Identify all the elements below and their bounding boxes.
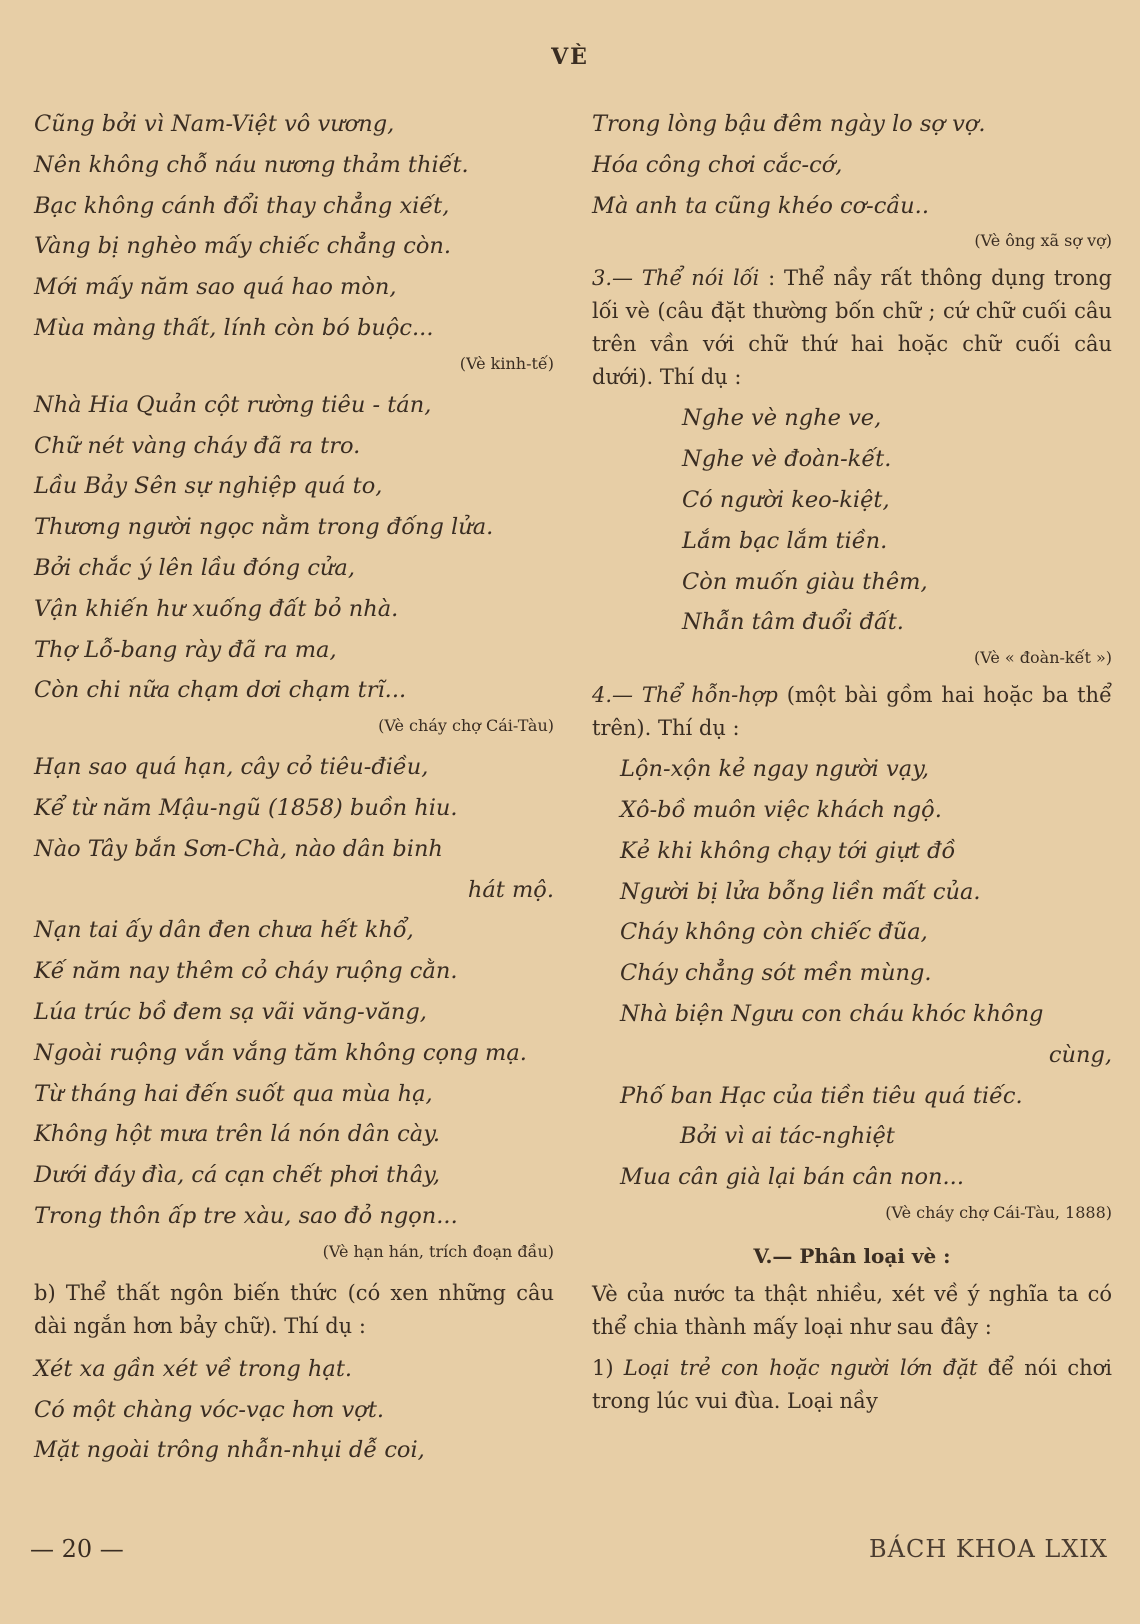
verse-line: Còn muốn giàu thêm, (682, 568, 928, 595)
verse-line: Còn chi nữa chạm dơi chạm trĩ... (34, 677, 407, 704)
verse-line: Ngoài ruộng vắn vắng tăm không cọng mạ. (34, 1039, 527, 1066)
verse-line: Nhà Hia Quản cột rường tiêu - tán, (34, 391, 432, 418)
verse-source: (Vè « đoàn-kết ») (974, 648, 1112, 668)
verse-line: Lầu Bảy Sên sự nghiệp quá to, (34, 473, 383, 500)
verse-line: Trong lòng bậu đêm ngày lo sợ vợ. (592, 111, 986, 137)
verse-source: (Vè ông xã sợ vợ) (974, 231, 1112, 251)
verse-line: Mặt ngoài trông nhẫn-nhụi dễ coi, (34, 1437, 425, 1464)
verse-line: Kế năm nay thêm cỏ cháy ruộng cằn. (34, 958, 458, 985)
verse-block-unity (682, 398, 1112, 643)
verse-line: Người bị lửa bỗng liền mất của. (620, 878, 981, 905)
verse-source: (Vè cháy chợ Cái-Tàu) (378, 716, 554, 736)
verse-line: Nên không chỗ náu nương thảm thiết. (34, 151, 469, 178)
paragraph-title: Thể nói lối (641, 266, 760, 291)
verse-line: Chữ nét vàng cháy đã ra tro. (34, 432, 361, 459)
verse-block-husband (34, 1349, 554, 1471)
verse-block-fire (34, 385, 554, 711)
paragraph-title: Thể hỗn-hợp (641, 683, 778, 708)
verse-line: Nào Tây bắn Sơn-Chà, nào dân binh (34, 835, 443, 862)
left-column (34, 104, 554, 1471)
paragraph-6 (592, 1352, 1112, 1418)
verse-line: Phố ban Hạc của tiền tiêu quá tiếc. (620, 1082, 1023, 1109)
verse-line: Hạn sao quá hạn, cây cỏ tiêu-điều, (34, 754, 429, 781)
page-number: — 20 — (30, 1535, 124, 1563)
verse-block-mixed (620, 749, 1112, 1198)
verse-line: Lúa trúc bồ đem sạ vãi văng-văng, (34, 998, 427, 1025)
verse-line: Mùa màng thất, lính còn bó buộc... (34, 314, 434, 341)
verse-line: Nghe vè nghe ve, (682, 405, 882, 432)
verse-line: Trong thôn ấp tre xàu, sao đỏ ngọn... (34, 1202, 458, 1229)
verse-source: (Vè cháy chợ Cái-Tàu, 1888) (885, 1202, 1112, 1222)
verse-block-drought (34, 747, 554, 1237)
verse-line: Xét xa gần xét về trong hạt. (34, 1355, 353, 1382)
verse-line: Nạn tai ấy dân đen chưa hết khổ, (34, 917, 414, 944)
verse-line: Bởi chắc ý lên lầu đóng cửa, (34, 554, 355, 581)
paragraph-text: : Thể nầy rất thông dụng trong lối vè (câu đặt thường bốn chữ ; cứ chữ cuối câu trên vần với chữ thứ hai hoặc chữ cuối câu dưới). Thí dụ : (592, 266, 1112, 390)
verse-line: Nhà biện Ngưu con cháu khóc không (620, 1000, 1044, 1027)
verse-line: hát mộ. (467, 876, 554, 903)
verse-line: Có người keo-kiệt, (682, 486, 890, 513)
verse-line: Cũng bởi vì Nam-Việt vô vương, (34, 111, 395, 137)
verse-line: Hóa công chơi cắc-cớ, (592, 151, 843, 178)
page-header: VÈ (551, 44, 589, 70)
verse-line: Kẻ khi không chạy tới giựt đồ (620, 837, 956, 864)
verse-line: Thợ Lỗ-bang rày đã ra ma, (34, 636, 337, 663)
paragraph-4 (592, 679, 1112, 745)
verse-line: Thương người ngọc nằm trong đống lửa. (34, 514, 494, 541)
paragraph-number: 4.— (592, 683, 642, 708)
paragraph-number: 1) (592, 1355, 624, 1380)
section-heading: V.— Phân loại vè : (753, 1243, 951, 1268)
verse-line: Kể từ năm Mậu-ngũ (1858) buồn hiu. (34, 794, 458, 821)
verse-source: (Vè kinh-tế) (459, 353, 554, 373)
paragraph-b: b) Thể thất ngôn biến thức (có xen những câu dài ngắn hơn bảy chữ). Thí dụ : (34, 1280, 554, 1338)
verse-line: Vàng bị nghèo mấy chiếc chẳng còn. (34, 233, 452, 260)
verse-line: Từ tháng hai đến suốt qua mùa hạ, (34, 1080, 433, 1107)
verse-line: Bạc không cánh đổi thay chẳng xiết, (34, 192, 450, 219)
verse-block-wife (592, 104, 1112, 226)
paragraph-3 (592, 262, 1112, 394)
verse-line: Nhẫn tâm đuổi đất. (682, 609, 904, 636)
right-column (592, 104, 1112, 1418)
verse-line: Xô-bồ muôn việc khách ngộ. (620, 796, 942, 823)
verse-line: Lộn-xộn kẻ ngay người vạy, (620, 756, 930, 783)
verse-line: Vận khiến hư xuống đất bỏ nhà. (34, 595, 399, 622)
verse-block-economy (34, 104, 554, 349)
paragraph-5: Vè của nước ta thật nhiều, xét về ý nghĩa ta có thể chia thành mấy loại như sau đây : (592, 1281, 1112, 1339)
verse-line: Mới mấy năm sao quá hao mòn, (34, 274, 397, 301)
verse-source: (Vè hạn hán, trích đoạn đầu) (322, 1241, 554, 1261)
verse-line: cùng, (1048, 1041, 1112, 1068)
verse-line: Lắm bạc lắm tiền. (682, 527, 888, 554)
journal-name: BÁCH KHOA LXIX (869, 1535, 1108, 1563)
paragraph-number: 3.— (592, 266, 642, 291)
verse-line: Có một chàng vóc-vạc hơn vợt. (34, 1396, 385, 1423)
paragraph-text: để nói chơi trong lúc vui đùa. Loại nầy (592, 1355, 1112, 1413)
verse-line: Bởi vì ai tác-nghiệt (680, 1123, 895, 1150)
verse-line: Cháy không còn chiếc đũa, (620, 919, 928, 946)
verse-line: Cháy chẳng sót mền mùng. (620, 960, 932, 987)
verse-line: Dưới đáy đìa, cá cạn chết phơi thây, (34, 1162, 440, 1189)
verse-line: Mà anh ta cũng khéo cơ-cầu.. (592, 192, 929, 219)
verse-line: Mua cân già lại bán cân non... (620, 1164, 964, 1191)
paragraph-text: (một bài gồm hai hoặc ba thể trên). Thí dụ : (592, 683, 1112, 741)
verse-line: Nghe vè đoàn-kết. (682, 446, 892, 473)
paragraph-italic: Loại trẻ con hoặc người lớn đặt (623, 1355, 978, 1380)
verse-line: Không hột mưa trên lá nón dân cày. (34, 1121, 441, 1148)
